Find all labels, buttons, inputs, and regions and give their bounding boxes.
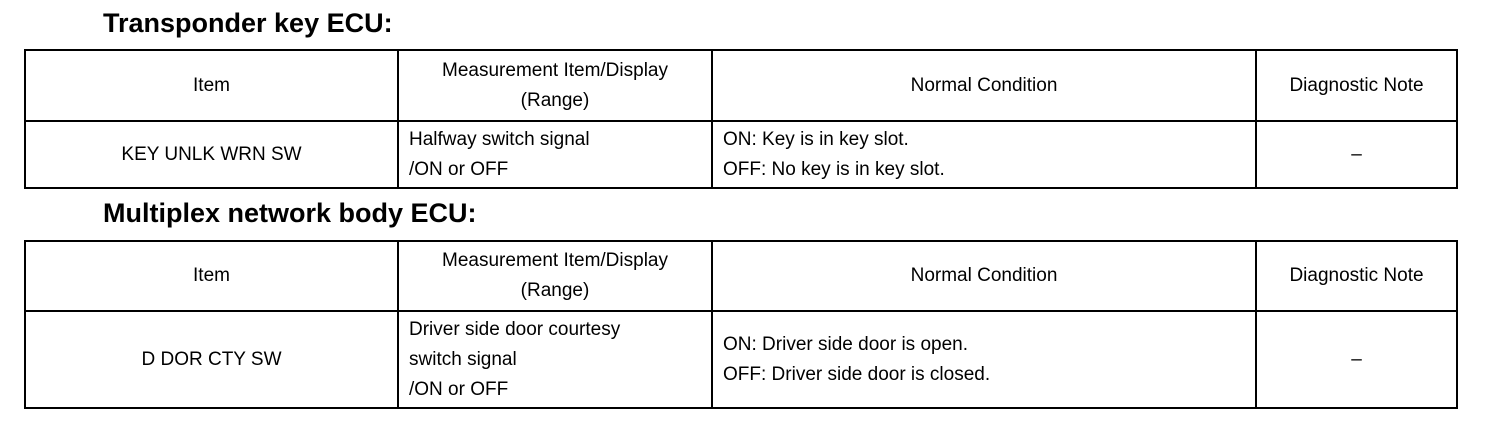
normal-condition-cell [712, 311, 1256, 408]
table-row [25, 121, 1457, 188]
section-title-multiplex-network-body-ecu: Multiplex network body ECU: [103, 198, 477, 228]
table-header-row [25, 50, 1457, 121]
normal-condition-line: ON: Key is in key slot. [723, 128, 909, 150]
normal-condition-line: OFF: Driver side door is closed. [723, 363, 991, 385]
item-cell: D DOR CTY SW [25, 311, 398, 408]
header-diagnostic-note: Diagnostic Note [1256, 50, 1457, 121]
header-diagnostic-note: Diagnostic Note [1256, 241, 1457, 311]
normal-condition-line: OFF: No key is in key slot. [723, 158, 945, 180]
header-measurement [398, 50, 712, 121]
header-measurement-range: (Range) [520, 280, 590, 301]
normal-condition-line: ON: Driver side door is open. [723, 333, 968, 355]
table-row [25, 311, 1457, 408]
diagnostic-note-cell: – [1256, 311, 1457, 408]
header-measurement-range: (Range) [520, 89, 590, 111]
header-measurement [398, 241, 712, 311]
measurement-line: Driver side door courtesy [409, 318, 621, 340]
measurement-line: /ON or OFF [409, 378, 509, 400]
header-item: Item [25, 50, 398, 121]
measurement-cell [398, 121, 712, 188]
transponder-key-ecu-table [24, 49, 1458, 189]
measurement-cell [398, 311, 712, 408]
item-cell: KEY UNLK WRN SW [25, 121, 398, 188]
multiplex-network-body-ecu-table [24, 240, 1458, 409]
diagnostic-note-cell: – [1256, 121, 1457, 188]
header-normal-condition: Normal Condition [712, 241, 1256, 311]
measurement-line: /ON or OFF [409, 158, 509, 180]
table-header-row [25, 241, 1457, 311]
header-measurement-line: Measurement Item/Display [442, 59, 668, 81]
header-measurement-line: Measurement Item/Display [442, 250, 668, 271]
section-title-transponder-key-ecu: Transponder key ECU: [103, 8, 393, 38]
measurement-line: switch signal [409, 348, 517, 370]
header-item: Item [25, 241, 398, 311]
normal-condition-cell [712, 121, 1256, 188]
measurement-line: Halfway switch signal [409, 128, 590, 150]
header-normal-condition: Normal Condition [712, 50, 1256, 121]
